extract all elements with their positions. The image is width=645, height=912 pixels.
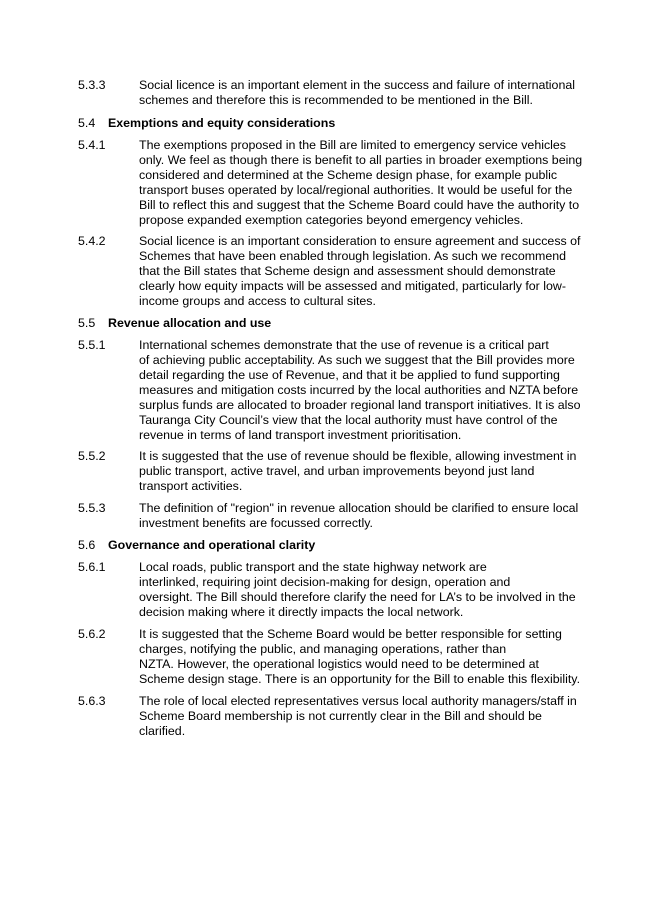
clause-text — [139, 78, 575, 108]
clause-text — [139, 501, 579, 531]
text-line: surplus funds are allocated to broader regional land transport initiatives. It is also — [139, 398, 581, 412]
text-line: International schemes demonstrate that the use of revenue is a critical part — [139, 338, 549, 352]
text-line: income groups and access to cultural sites. — [139, 294, 376, 308]
text-line: Schemes that have been enabled through legislation. As such we recommend — [139, 249, 567, 263]
text-line: propose expanded exemption categories beyond emergency vehicles. — [139, 213, 524, 227]
section-heading-5-4 — [78, 116, 335, 131]
text-line: Local roads, public transport and the state highway network are — [139, 560, 487, 574]
text-line: It is suggested that the Scheme Board would be better responsible for setting — [139, 627, 562, 641]
clause-number: 5.4.2 — [78, 234, 106, 248]
text-line: Tauranga City Council’s view that the local authority must have control of the — [139, 413, 558, 427]
text-line: investment benefits are focussed correctly. — [139, 516, 373, 530]
text-line: measures and mitigation costs incurred by the local authorities and NZTA before — [139, 383, 579, 397]
text-line: The definition of "region" in revenue allocation should be clarified to ensure local — [139, 501, 579, 515]
text-line: Social licence is an important consideration to ensure agreement and success of — [139, 234, 581, 248]
text-line: oversight. The Bill should therefore clarify the need for LA’s to be involved in the — [139, 590, 576, 604]
text-line: considered and determined at the Scheme design phase, for example public — [139, 168, 558, 182]
clause-text — [139, 694, 577, 739]
clause-number: 5.5.1 — [78, 338, 106, 352]
clause-text — [139, 138, 583, 228]
clause-number: 5.4.1 — [78, 138, 106, 152]
clause-text — [139, 560, 576, 620]
section-title: Governance and operational clarity — [108, 538, 316, 552]
section-number: 5.5 — [78, 316, 96, 330]
text-line: detail regarding the use of Revenue, and that it be applied to fund supporting — [139, 368, 560, 382]
text-line: charges, notifying the public, and managing operations, rather than — [139, 642, 507, 656]
text-line: public transport, active travel, and urban improvements beyond just land — [139, 464, 535, 478]
text-line: Bill to reflect this and suggest that the Scheme Board could have the authority to — [139, 198, 580, 212]
clause-number: 5.3.3 — [78, 78, 106, 92]
text-line: The exemptions proposed in the Bill are limited to emergency service vehicles — [139, 138, 566, 152]
section-title: Revenue allocation and use — [108, 316, 272, 330]
clause-text — [139, 234, 581, 309]
section-title: Exemptions and equity considerations — [108, 116, 336, 130]
clause-text — [139, 627, 581, 687]
text-line: It is suggested that the use of revenue should be flexible, allowing investment in — [139, 449, 577, 463]
section-heading-5-5 — [78, 316, 271, 331]
text-line: transport buses operated by local/regional authorities. It would be useful for the — [139, 183, 573, 197]
clause-number: 5.5.3 — [78, 501, 106, 515]
text-line: Social licence is an important element in the success and failure of international — [139, 78, 575, 92]
text-line: Scheme Board membership is not currently clear in the Bill and should be — [139, 709, 542, 723]
clause-number: 5.5.2 — [78, 449, 106, 463]
text-line: of achieving public acceptability. As such we suggest that the Bill provides more — [139, 353, 575, 367]
text-line: clearly how equity impacts will be assessed and mitigated, particularly for low- — [139, 279, 566, 293]
text-line: interlinked, requiring joint decision-making for design, operation and — [139, 575, 511, 589]
text-line: only. We feel as though there is benefit to all parties in broader exemptions being — [139, 153, 583, 167]
clause-number: 5.6.1 — [78, 560, 106, 574]
text-line: NZTA. However, the operational logistics would need to be determined at — [139, 657, 539, 671]
clause-number: 5.6.2 — [78, 627, 106, 641]
clause-number: 5.6.3 — [78, 694, 106, 708]
text-line: transport activities. — [139, 479, 243, 493]
clause-text — [139, 449, 577, 494]
text-line: decision making where it directly impacts the local network. — [139, 605, 464, 619]
text-line: Scheme design stage. There is an opportunity for the Bill to enable this flexibility. — [139, 672, 581, 686]
text-line: schemes and therefore this is recommended to be mentioned in the Bill. — [139, 93, 533, 107]
text-line: that the Bill states that Scheme design and assessment should demonstrate — [139, 264, 556, 278]
section-heading-5-6 — [78, 538, 315, 553]
section-number: 5.6 — [78, 538, 96, 552]
text-line: The role of local elected representatives versus local authority managers/staff in — [139, 694, 577, 708]
clause-text — [139, 338, 581, 443]
section-number: 5.4 — [78, 116, 96, 130]
text-line: revenue in terms of land transport investment prioritisation. — [139, 428, 462, 442]
text-line: clarified. — [139, 724, 186, 738]
